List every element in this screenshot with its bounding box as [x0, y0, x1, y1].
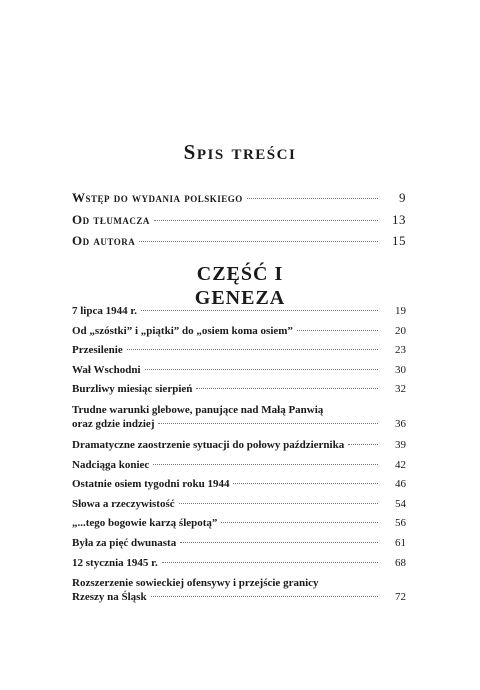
entry-label: Od tłumacza [72, 211, 150, 227]
entry-label: 12 stycznia 1945 r. [72, 556, 158, 569]
dot-leader [196, 387, 378, 389]
entry-label: Dramatyczne zaostrzenie sytuacji do połowy października [72, 438, 345, 451]
front-matter-list [72, 190, 406, 255]
dot-leader [247, 197, 378, 199]
entry-label: Nadciąga koniec [72, 458, 150, 471]
part-name: GENEZA [194, 287, 286, 309]
dot-leader [158, 422, 378, 424]
entry-label: Przesilenie [72, 344, 123, 357]
entry-page: 32 [395, 383, 406, 396]
entry-page: 72 [395, 591, 406, 604]
entry-label-continued: oraz gdzie indziej [72, 417, 155, 430]
entry-label: Rozszerzenie sowieckiej ofensywy i przejście granicy [72, 577, 319, 590]
entry-label: Słowa a rzeczywistość [72, 497, 175, 510]
entry-label: Trudne warunki glebowe, panujące nad Małą Panwią [72, 403, 324, 416]
toc-entry [72, 383, 406, 403]
dot-leader [145, 368, 378, 370]
entry-page: 15 [392, 233, 406, 248]
dot-leader [141, 309, 378, 311]
dot-leader [162, 561, 378, 563]
entry-page: 68 [395, 556, 406, 569]
entry-page: 20 [395, 324, 406, 337]
part-heading [0, 262, 480, 310]
entry-page: 46 [395, 478, 406, 491]
entry-label: „...tego bogowie karzą ślepotą” [72, 517, 218, 530]
toc-entry [72, 459, 406, 479]
entry-page: 36 [395, 417, 406, 430]
toc-entry [72, 212, 406, 234]
entry-label: Była za pięć dwunasta [72, 536, 177, 549]
toc-entry [72, 576, 406, 612]
entry-page: 39 [395, 438, 406, 451]
entry-label: Burzliwy miesiąc sierpień [72, 383, 193, 396]
toc-entry [72, 439, 406, 459]
dot-leader [348, 443, 378, 445]
entry-label: Wał Wschodni [72, 363, 141, 376]
toc-entry [72, 478, 406, 498]
dot-leader [127, 348, 378, 350]
toc-entry [72, 233, 406, 255]
entry-page: 42 [395, 458, 406, 471]
entry-label: Wstęp do wydania polskiego [72, 190, 243, 205]
entry-label: Ostatnie osiem tygodni roku 1944 [72, 478, 230, 491]
chapter-list [72, 305, 406, 612]
entry-label: Od autora [72, 233, 136, 248]
entry-page: 30 [395, 363, 406, 376]
toc-entry [72, 557, 406, 577]
toc-entry [72, 517, 406, 537]
entry-page: 19 [395, 305, 406, 317]
dot-leader [139, 240, 378, 242]
dot-leader [233, 482, 378, 484]
toc-entry [72, 537, 406, 557]
dot-leader [180, 541, 378, 543]
toc-entry [72, 325, 406, 345]
toc-entry [72, 190, 406, 212]
toc-entry [72, 364, 406, 384]
entry-page: 9 [399, 190, 406, 205]
entry-page: 56 [395, 517, 406, 530]
part-number: CZĘŚĆ I [196, 263, 284, 285]
toc-entry [72, 344, 406, 364]
entry-page: 61 [395, 536, 406, 549]
dot-leader [151, 595, 378, 597]
page-title: Spis treści [183, 140, 297, 164]
entry-page: 13 [392, 211, 406, 227]
entry-page: 23 [395, 344, 406, 357]
dot-leader [297, 329, 378, 331]
entry-label: Od „szóstki” i „piątki” do „osiem koma osiem” [72, 324, 293, 337]
dot-leader [154, 219, 378, 221]
toc-entry [72, 498, 406, 518]
entry-label-continued: Rzeszy na Śląsk [72, 591, 147, 604]
entry-page: 54 [395, 497, 406, 510]
dot-leader [153, 463, 378, 465]
dot-leader [179, 502, 378, 504]
dot-leader [221, 521, 378, 523]
toc-entry [72, 305, 406, 325]
toc-entry [72, 403, 406, 439]
entry-label: 7 lipca 1944 r. [72, 305, 137, 317]
